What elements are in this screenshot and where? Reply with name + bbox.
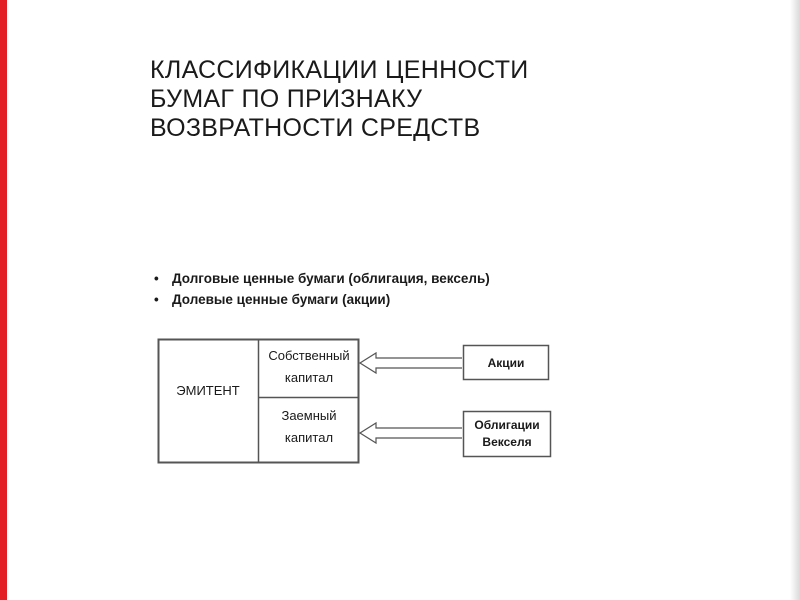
bullet-item-equity: • Долевые ценные бумаги (акции)	[150, 289, 670, 310]
own-capital-line-2: капитал	[284, 370, 334, 385]
shares-label: Акции	[487, 356, 525, 370]
debt-line-bonds: Облигации	[474, 418, 540, 432]
own-capital-line-1: Собственный	[268, 348, 350, 363]
issuer-label: ЭМИТЕНТ	[176, 383, 240, 398]
bullet-item-debt: • Долговые ценные бумаги (облигация, вексель)	[150, 268, 670, 289]
arrow-debt-to-borrowed-capital	[360, 423, 462, 443]
borrowed-capital-line-1: Заемный	[281, 408, 337, 423]
title-line-3: ВОЗВРАТНОСТИ СРЕДСТВ	[150, 114, 481, 142]
borrowed-capital-line-2: капитал	[284, 430, 334, 445]
debt-line-bills: Векселя	[482, 435, 532, 449]
title-line-1: КЛАССИФИКАЦИИ ЦЕННОСТИ	[150, 56, 529, 84]
title-line-2: БУМАГ ПО ПРИЗНАКУ	[150, 85, 423, 113]
arrow-shares-to-own-capital	[360, 353, 462, 373]
